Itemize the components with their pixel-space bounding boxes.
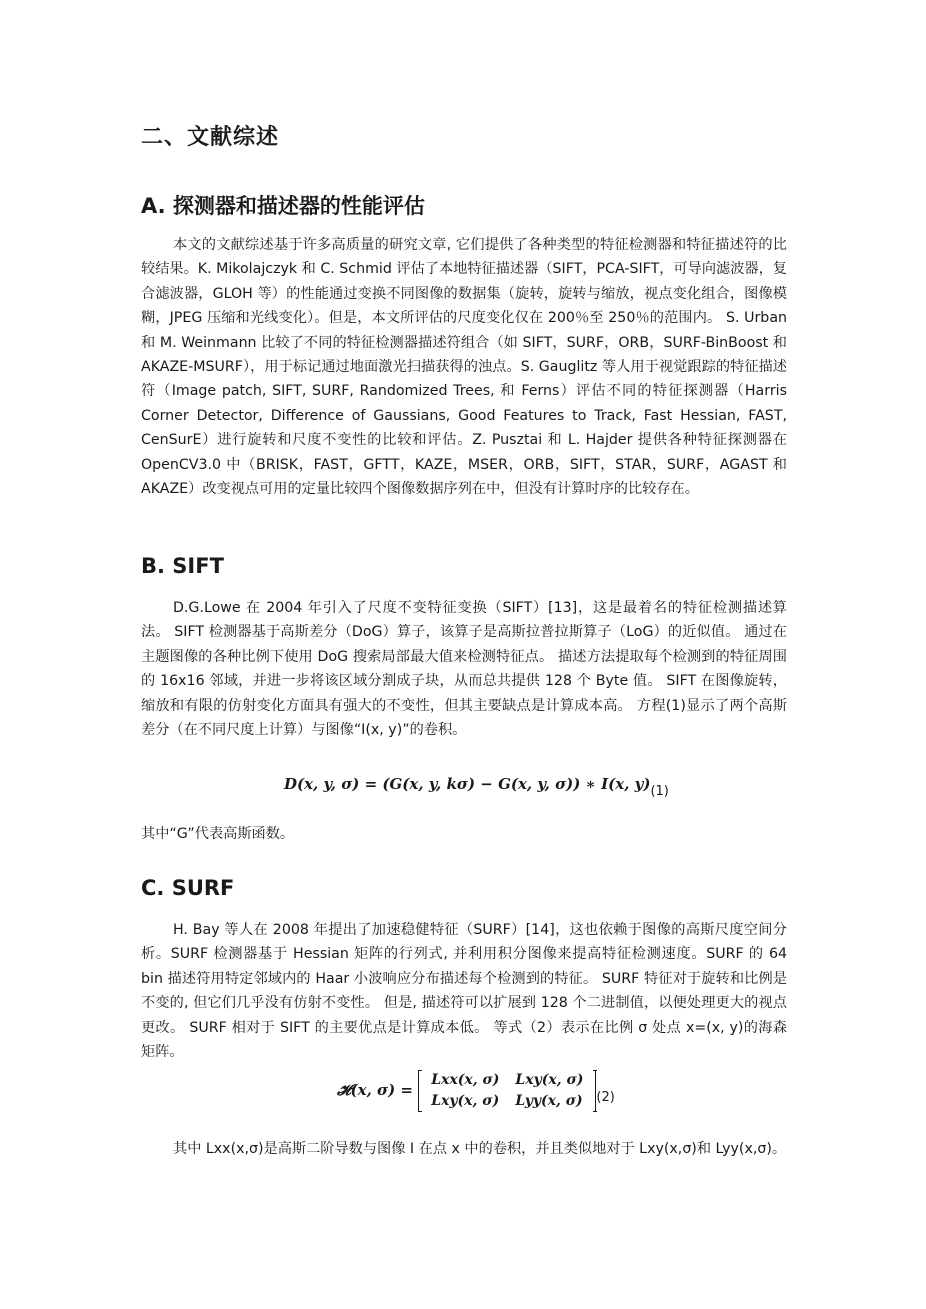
equation-2-number: (2) [596, 1090, 615, 1105]
subsection-a-paragraph: 本文的文献综述基于许多高质量的研究文章, 它们提供了各种类型的特征检测器和特征描述符的比较结果。K. Mikolajczyk 和 C. Schmid 评估了本地特征描述器（SIFT，PCA-SIFT，可导向滤波器，复合滤波器，GLOH 等）的性能通过变换不同图像的数据集（旋转，旋转与缩放，视点变化组合，图像模糊，JPEG 压缩和光线变化）。但是，本文所评估的尺度变化仅在 200％至 250％的范围内。 S. Urban 和 M. Weinmann 比较了不同的特征检测器描述符组合（如 SIFT，SURF，ORB，SURF-BinBoost 和 AKAZE-MSURF），用于标记通过地面激光扫描获得的浊点。S. Gauglitz 等人用于视觉跟踪的特征描述符（Image patch, SIFT, SURF, Randomized Trees, 和 Ferns）评估不同的特征探测器（Harris Corner Detector, Difference of Gaussians, Good Features to Track, Fast Hessian, FAST, CenSurE）进行旋转和尺度不变性的比较和评估。Z. Pusztai 和 L. Hajder 提供各种特征探测器在 OpenCV3.0 中（BRISK，FAST，GFTT，KAZE，MSER，ORB，SIFT，STAR，SURF，AGAST 和 AKAZE）改变视点可用的定量比较四个图像数据序列在中，但没有计算时序的比较存在。 [141, 237, 787, 498]
matrix-cell: Lxy(x, σ) [431, 1093, 500, 1109]
matrix-cell: Lyy(x, σ) [515, 1093, 583, 1109]
equation-2-lhs: 𝓗(x, σ) = [337, 1081, 413, 1099]
section-title: 二、文献综述 [141, 125, 280, 150]
subsection-c-paragraph: H. Bay 等人在 2008 年提出了加速稳健特征（SURF）[14]，这也依赖于图像的高斯尺度空间分析。SURF 检测器基于 Hessian 矩阵的行列式, 并利用积分图像来提高特征检测速度。SURF 的 64 bin 描述符用特定邻域内的 Haar 小波响应分布描述每个检测到的特征。 SURF 特征对于旋转和比例是不变的, 但它们几乎没有仿射不变性。 但是, 描述符可以扩展到 128 个二进制值，以便处理更大的视点更改。 SURF 相对于 SIFT 的主要优点是计算成本低。 等式（2）表示在比例 σ 处点 x=(x, y)的海森矩阵。 [141, 922, 787, 1061]
matrix-cell: Lxy(x, σ) [515, 1072, 584, 1088]
subsection-b-after-text: 其中“G”代表高斯函数。 [141, 826, 295, 842]
subsection-c-after-text: 其中 Lxx(x,σ)是高斯二阶导数与图像 I 在点 x 中的卷积，并且类似地对于 Lxy(x,σ)和 Lyy(x,σ)。 [173, 1141, 787, 1157]
equation-1-number: (1) [650, 784, 669, 799]
subsection-b-heading: B. SIFT [141, 554, 224, 578]
subsection-c-heading: C. SURF [141, 876, 235, 900]
matrix-cell: Lxx(x, σ) [431, 1072, 500, 1088]
equation-1-body: D(x, y, σ) = (G(x, y, kσ) − G(x, y, σ)) ∗ I(x, y) [284, 775, 651, 793]
subsection-b-paragraph: D.G.Lowe 在 2004 年引入了尺度不变特征变换（SIFT）[13]，这是最着名的特征检测描述算法。 SIFT 检测器基于高斯差分（DoG）算子，该算子是高斯拉普拉斯算子（LoG）的近似值。 通过在主题图像的各种比例下使用 DoG 搜索局部最大值来检测特征点。 描述方法提取每个检测到的特征周围的 16x16 邻域，并进一步将该区域分割成子块，从而总共提供 128 个 Byte 值。 SIFT 在图像旋转，缩放和有限的仿射变化方面具有强大的不变性，但其主要缺点是计算成本高。 方程(1)显示了两个高斯差分（在不同尺度上计算）与图像“I(x, y)”的卷积。 [141, 600, 787, 739]
subsection-a-heading: A. 探测器和描述器的性能评估 [141, 194, 425, 218]
equation-2 [337, 1070, 615, 1112]
hessian-matrix [418, 1070, 596, 1112]
equation-1 [284, 775, 669, 799]
